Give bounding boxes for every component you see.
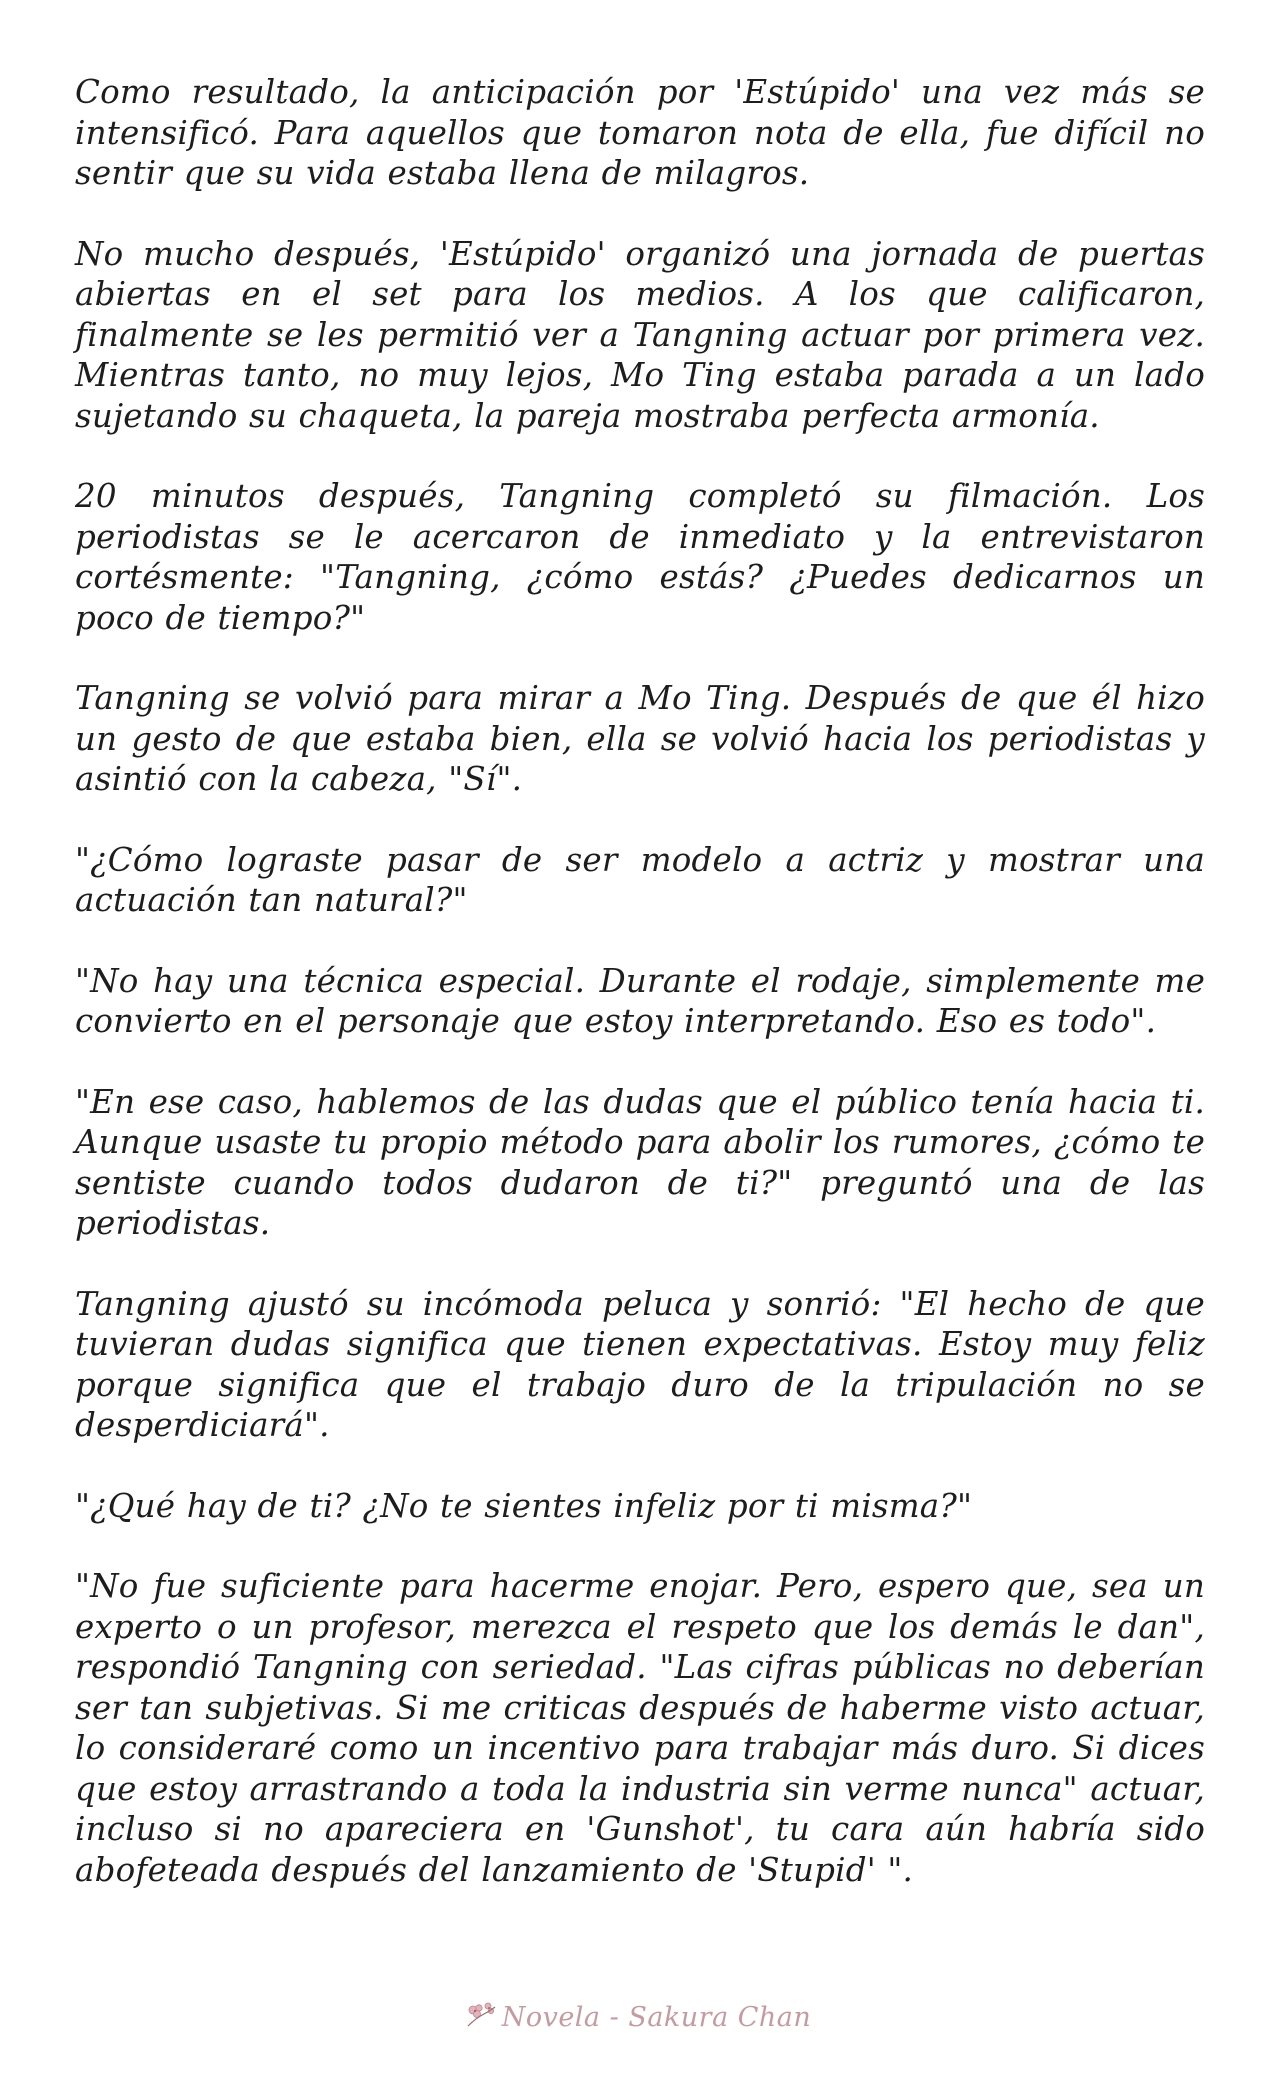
paragraph: 20 minutos después, Tangning completó su filmación. Los periodistas se le acercaron de inmediato y la entrevistaron cortésmente: "Tangning, ¿cómo estás? ¿Puedes dedicarnos un poco de tiempo?"	[75, 477, 1205, 637]
paragraph: Como resultado, la anticipación por 'Estúpido' una vez más se intensificó. Para aquellos que tomaron nota de ella, fue difícil no sentir que su vida estaba llena de milagros.	[75, 73, 1205, 192]
paragraph: Tangning ajustó su incómoda peluca y sonrió: "El hecho de que tuvieran dudas significa que tienen expectativas. Estoy muy feliz porque significa que el trabajo duro de la tripulación no se desperdiciará".	[75, 1284, 1205, 1444]
watermark	[0, 2000, 1275, 2033]
cherry-blossom-icon	[464, 2000, 498, 2030]
document-body	[75, 72, 1205, 1930]
paragraph: No mucho después, 'Estúpido' organizó una jornada de puertas abiertas en el set para los medios. A los que calificaron, finalmente se les permitió ver a Tangning actuar por primera vez. Mientras tanto, no muy lejos, Mo Ting estaba parada a un lado sujetando su chaqueta, la pareja mostraba perfecta armonía.	[75, 234, 1205, 435]
paragraph: Tangning se volvió para mirar a Mo Ting. Después de que él hizo un gesto de que estaba bien, ella se volvió hacia los periodistas y asintió con la cabeza, "Sí".	[75, 679, 1205, 798]
paragraph: "No fue suficiente para hacerme enojar. Pero, espero que, sea un experto o un profesor, merezca el respeto que los demás le dan", respondió Tangning con seriedad. "Las cifras públicas no deberían ser tan subjetivas. Si me criticas después de haberme visto actuar, lo consideraré como un incentivo para trabajar más duro. Si dices que estoy arrastrando a toda la industria sin verme nunca" actuar, incluso si no apareciera en 'Gunshot', tu cara aún habría sido abofeteada después del lanzamiento de 'Stupid' ".	[75, 1567, 1205, 1889]
paragraph: "En ese caso, hablemos de las dudas que el público tenía hacia ti. Aunque usaste tu propio método para abolir los rumores, ¿cómo te sentiste cuando todos dudaron de ti?" preguntó una de las periodistas.	[75, 1082, 1205, 1242]
paragraph: "¿Qué hay de ti? ¿No te sientes infeliz por ti misma?"	[75, 1486, 973, 1525]
watermark-text: Novela - Sakura Chan	[501, 2002, 812, 2033]
paragraph: "No hay una técnica especial. Durante el rodaje, simplemente me convierto en el personaje que estoy interpretando. Eso es todo".	[75, 961, 1205, 1040]
paragraph: "¿Cómo lograste pasar de ser modelo a actriz y mostrar una actuación tan natural?"	[75, 840, 1205, 919]
